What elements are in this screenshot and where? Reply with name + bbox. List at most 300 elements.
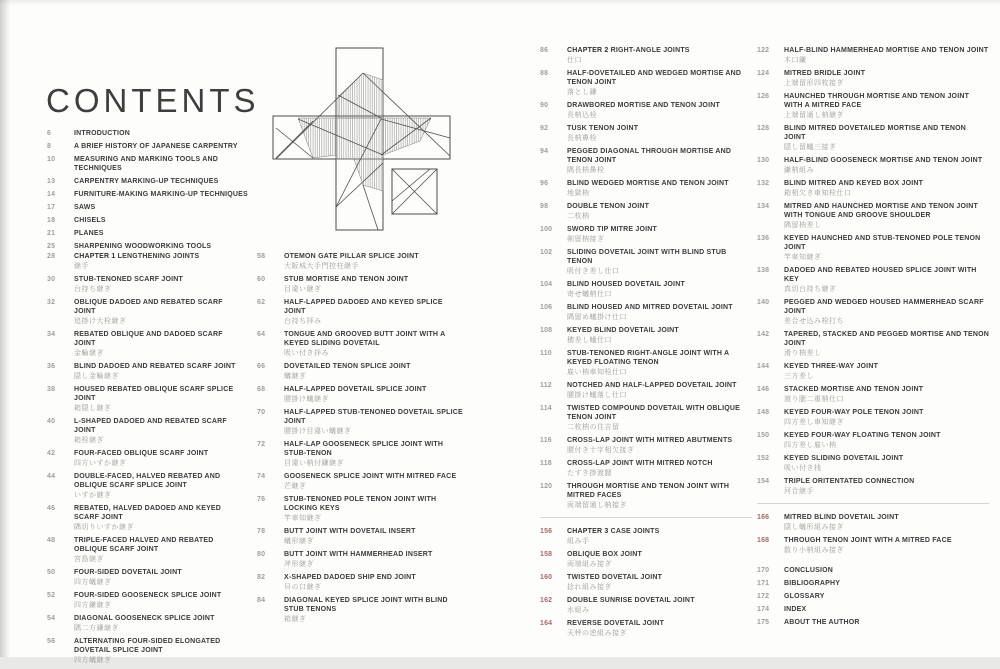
- toc-entry: [540, 381, 752, 400]
- toc-entry-japanese: 四方差し雇い枘: [784, 441, 837, 449]
- toc-entry: [257, 527, 463, 546]
- toc-entry-title: DIAGONAL GOOSENECK SPLICE JOINT: [74, 615, 215, 622]
- toc-entry-japanese: 雇い枘車知栓仕口: [567, 368, 627, 376]
- toc-entry-title: OBLIQUE BOX JOINT: [567, 551, 642, 558]
- toc-page-number: 118: [540, 460, 552, 467]
- toc-entry: [540, 69, 752, 97]
- toc-entry-title: NOTCHED AND HALF-LAPPED DOVETAIL JOINT: [567, 382, 737, 389]
- toc-entry-title: TRIPLE ORITENTATED CONNECTION: [784, 478, 915, 485]
- toc-entry-title: DOVETAILED TENON SPLICE JOINT: [284, 363, 411, 370]
- chapter-label: CHAPTER 2: [567, 47, 611, 54]
- toc-page-number: 66: [257, 363, 266, 370]
- toc-entry-japanese: 腰付き十字相欠接ぎ: [567, 446, 635, 454]
- toc-entry-japanese: たすき掛渡腮: [567, 469, 612, 477]
- toc-page-number: 160: [540, 574, 553, 581]
- toc-entry-body: [784, 124, 989, 152]
- toc-entry-title: DIAGONAL KEYED SPLICE JOINT WITH BLIND STUB TENONS: [284, 597, 448, 613]
- toc-entry: [47, 568, 243, 587]
- toc-entry: [540, 179, 752, 198]
- toc-entry-body: [74, 449, 243, 468]
- toc-entry: [47, 155, 257, 173]
- toc-entry-body: [784, 330, 989, 358]
- toc-page-number: 94: [540, 148, 549, 155]
- toc-entry: [757, 202, 989, 230]
- toc-entry: [257, 472, 463, 491]
- page-title: CONTENTS: [46, 82, 260, 119]
- toc-entry: [540, 404, 752, 432]
- toc-entry: [757, 385, 989, 404]
- toc-column-3: [540, 46, 752, 642]
- toc-entry: [257, 596, 463, 624]
- toc-entry-japanese: 二枚枘: [567, 212, 590, 220]
- toc-entry: [757, 330, 989, 358]
- toc-entry-body: [784, 618, 989, 627]
- toc-page-number: 112: [540, 382, 552, 389]
- toc-entry: [47, 536, 243, 564]
- toc-entry: [257, 550, 463, 569]
- toc-entry: [257, 573, 463, 592]
- toc-entry-body: [784, 179, 989, 198]
- toc-entry-japanese: 吸い付き拝み: [284, 349, 329, 357]
- toc-entry-body: [784, 513, 989, 532]
- toc-entry-japanese: 組み手: [567, 537, 590, 545]
- toc-entry-body: [284, 298, 463, 326]
- toc-entry-title: CHAPTER 1 LENGTHENING JOINTS: [74, 253, 200, 260]
- toc-entry-title: STACKED MORTISE AND TENON JOINT: [784, 386, 924, 393]
- toc-entry-body: [284, 495, 463, 523]
- toc-page-number: 166: [757, 514, 770, 521]
- toc-page-number: 110: [540, 350, 552, 357]
- toc-page-number: 172: [757, 593, 770, 600]
- toc-entry-japanese: 継手: [74, 262, 89, 270]
- toc-entry-body: [74, 472, 243, 500]
- toc-entry-title: OBLIQUE DADOED AND REBATED SCARF JOINT: [74, 299, 223, 315]
- toc-page-number: 60: [257, 276, 266, 283]
- toc-entry-title: BLIND MITRED AND KEYED BOX JOINT: [784, 180, 924, 187]
- toc-entry-body: [74, 614, 243, 633]
- toc-entry-title: A BRIEF HISTORY OF JAPANESE CARPENTRY: [74, 143, 238, 150]
- toc-entry-japanese: 蟻継ぎ: [284, 372, 307, 380]
- toc-entry-body: [567, 459, 752, 478]
- toc-entry: [540, 550, 752, 569]
- toc-entry-title: KEYED FOUR-WAY POLE TENON JOINT: [784, 409, 924, 416]
- toc-page-number: 46: [47, 505, 56, 512]
- toc-entry: [47, 637, 243, 665]
- toc-entry-japanese: 寄せ蟻枘仕口: [567, 290, 612, 298]
- toc-entry-japanese: 上端留形四枚接ぎ: [784, 79, 844, 87]
- toc-entry-title: BUTT JOINT WITH HAMMERHEAD INSERT: [284, 551, 433, 558]
- toc-entry-japanese: 真切台持ち継ぎ: [784, 285, 837, 293]
- toc-entry-japanese: 捻れ組み接ぎ: [567, 583, 612, 591]
- toc-entry-title: BLIND DADOED AND REBATED SCARF JOINT: [74, 363, 236, 370]
- toc-entry-body: [784, 234, 989, 262]
- toc-entry: [757, 46, 989, 65]
- toc-page-number: 6: [47, 130, 52, 137]
- toc-entry-japanese: 斧形継ぎ: [284, 560, 314, 568]
- toc-entry-body: [784, 605, 989, 614]
- toc-entry-body: [567, 596, 752, 615]
- toc-page-number: 13: [47, 178, 56, 185]
- toc-entry-body: [784, 431, 989, 450]
- toc-entry-japanese: いすか継ぎ: [74, 491, 112, 499]
- toc-entry: [47, 252, 243, 271]
- toc-entry-japanese: 二枚枘の住吉留: [567, 423, 620, 431]
- toc-entry: [757, 266, 989, 294]
- toc-entry: [540, 527, 752, 546]
- toc-entry-title: DOUBLE TENON JOINT: [567, 203, 650, 210]
- toc-page-number: 25: [47, 243, 56, 250]
- toc-entry-japanese: 散り小枘組み接ぎ: [784, 546, 844, 554]
- toc-entry-body: [567, 349, 752, 377]
- toc-entry-body: [284, 596, 463, 624]
- toc-entry: [757, 408, 989, 427]
- toc-entry-title: HALF-LAPPED DOVETAIL SPLICE JOINT: [284, 386, 427, 393]
- toc-page-number: 84: [257, 597, 266, 604]
- toc-entry-japanese: 長枘込栓: [567, 111, 597, 119]
- toc-entry: [540, 459, 752, 478]
- toc-page-number: 86: [540, 47, 549, 54]
- toc-page-number: 50: [47, 569, 56, 576]
- toc-entry: [47, 385, 243, 413]
- toc-entry-japanese: 腰掛け蟻継ぎ: [284, 395, 329, 403]
- toc-entry: [257, 275, 463, 294]
- toc-page-number: 30: [47, 276, 56, 283]
- toc-page-number: 132: [757, 180, 770, 187]
- toc-entry-body: [567, 248, 752, 276]
- section-divider: [757, 503, 989, 504]
- toc-entry: [757, 513, 989, 532]
- toc-entry-japanese: 差合せ込み栓打ち: [784, 317, 844, 325]
- toc-entry-title: TUSK TENON JOINT: [567, 125, 639, 132]
- toc-entry-title: SLIDING DOVETAIL JOINT WITH BLIND STUB TENON: [567, 249, 727, 265]
- toc-entry: [257, 385, 463, 404]
- toc-entry: [540, 596, 752, 615]
- spacer: [757, 559, 989, 566]
- toc-entry-body: [567, 179, 752, 198]
- toc-entry-body: [784, 92, 989, 120]
- toc-page-number: 174: [757, 606, 770, 613]
- toc-page-number: 138: [757, 267, 770, 274]
- toc-entry-body: [567, 101, 752, 120]
- toc-page-number: 62: [257, 299, 266, 306]
- toc-entry-title: TRIPLE-FACED HALVED AND REBATED OBLIQUE SCARF JOINT: [74, 537, 214, 553]
- section-divider: [540, 517, 752, 518]
- toc-entry-title: BLIND HOUSED AND MITRED DOVETAIL JOINT: [567, 304, 733, 311]
- toc-entry: [540, 303, 752, 322]
- toc-entry-title: KEYED BLIND DOVETAIL JOINT: [567, 327, 679, 334]
- toc-entry-title: CROSS-LAP JOINT WITH MITRED ABUTMENTS: [567, 437, 733, 444]
- toc-entry-body: [74, 591, 243, 610]
- toc-entry: [257, 252, 463, 271]
- toc-entry: [757, 536, 989, 555]
- toc-entry-japanese: 四方蟻継ぎ: [74, 656, 112, 664]
- toc-page-number: 114: [540, 405, 552, 412]
- toc-entry-body: [74, 637, 243, 665]
- toc-entry-japanese: 仕口: [567, 56, 582, 64]
- toc-entry: [47, 229, 257, 238]
- toc-entry-japanese: 目違い継ぎ: [284, 285, 322, 293]
- toc-entry-title: TONGUE AND GROOVED BUTT JOINT WITH A KEYED SLIDING DOVETAIL: [284, 331, 446, 347]
- toc-entry-japanese: 隅長枘鼻栓: [567, 166, 605, 174]
- toc-entry: [47, 449, 243, 468]
- toc-entry: [47, 129, 257, 138]
- toc-entry-title: BUTT JOINT WITH DOVETAIL INSERT: [284, 528, 416, 535]
- toc-page-number: 21: [47, 230, 56, 237]
- toc-entry-japanese: 箱継ぎ: [284, 615, 307, 623]
- toc-entry: [757, 605, 989, 614]
- toc-entry-title: PEGGED AND WEDGED HOUSED HAMMERHEAD SCARF JOINT: [784, 299, 984, 315]
- toc-entry-title: SWORD TIP MITRE JOINT: [567, 226, 658, 233]
- toc-page-number: 74: [257, 473, 266, 480]
- toc-page-number: 140: [757, 299, 770, 306]
- toc-entry: [757, 298, 989, 326]
- toc-entry: [540, 248, 752, 276]
- toc-page-number: 142: [757, 331, 770, 338]
- toc-entry: [540, 147, 752, 175]
- toc-entry-japanese: 隠し金輪継ぎ: [74, 372, 119, 380]
- toc-entry-japanese: 隅留め蟻掛け仕口: [567, 313, 627, 321]
- toc-entry-japanese: 四方差し車知継ぎ: [784, 418, 844, 426]
- toc-entry: [540, 619, 752, 638]
- toc-page-number: 14: [47, 191, 56, 198]
- toc-entry-title: OTEMON GATE PILLAR SPLICE JOINT: [284, 253, 419, 260]
- toc-page-number: 98: [540, 203, 549, 210]
- toc-entry-body: [567, 147, 752, 175]
- toc-entry-japanese: 上端留通し枘継ぎ: [784, 111, 844, 119]
- toc-entry: [47, 472, 243, 500]
- toc-entry-title: MITRED BLIND DOVETAIL JOINT: [784, 514, 899, 521]
- toc-page-number: 108: [540, 327, 553, 334]
- intro-section-list: [47, 129, 257, 255]
- toc-entry-body: [74, 298, 243, 326]
- toc-entry-japanese: 四方蟻継ぎ: [74, 578, 112, 586]
- toc-entry-title: DOUBLE-FACED, HALVED REBATED AND OBLIQUE SCARF SPLICE JOINT: [74, 473, 221, 489]
- toc-page-number: 130: [757, 157, 770, 164]
- toc-page-number: 10: [47, 156, 56, 163]
- toc-entry-body: [567, 46, 752, 65]
- toc-entry-japanese: 剣留枘接ぎ: [567, 235, 605, 243]
- toc-entry: [257, 330, 463, 358]
- toc-entry-body: [784, 592, 989, 601]
- toc-entry-body: [74, 177, 257, 186]
- toc-entry-title: CONCLUSION: [784, 567, 834, 574]
- toc-entry-body: [284, 275, 463, 294]
- toc-entry: [757, 362, 989, 381]
- toc-page-number: 54: [47, 615, 56, 622]
- toc-entry-title: HALF-LAPPED DADOED AND KEYED SPLICE JOINT: [284, 299, 443, 315]
- toc-entry-japanese: 四方いすか継ぎ: [74, 459, 127, 467]
- toc-entry: [47, 417, 243, 445]
- toc-entry-japanese: 宮島継ぎ: [74, 555, 104, 563]
- toc-entry-title: DOUBLE SUNRISE DOVETAIL JOINT: [567, 597, 695, 604]
- toc-entry-title: BLIND HOUSED DOVETAIL JOINT: [567, 281, 685, 288]
- toc-page-number: 90: [540, 102, 549, 109]
- toc-entry: [757, 156, 989, 175]
- toc-page-number: 92: [540, 125, 549, 132]
- toc-page-number: 72: [257, 441, 266, 448]
- toc-entry-japanese: 腰掛け目違い蟻継ぎ: [284, 427, 352, 435]
- toc-entry-japanese: 渡り腮二重枘仕口: [784, 395, 844, 403]
- toc-entry-body: [567, 225, 752, 244]
- toc-entry-body: [567, 527, 752, 546]
- toc-page-number: 52: [47, 592, 56, 599]
- toc-page-number: 28: [47, 253, 56, 260]
- toc-entry-body: [74, 536, 243, 564]
- toc-entry-body: [74, 155, 257, 173]
- toc-entry-title: FOUR-SIDED GOOSENECK SPLICE JOINT: [74, 592, 222, 599]
- toc-page-number: 48: [47, 537, 56, 544]
- toc-entry: [257, 495, 463, 523]
- toc-entry-title: HALF-BLIND HAMMERHEAD MORTISE AND TENON JOINT: [784, 47, 989, 54]
- toc-entry: [47, 362, 243, 381]
- toc-entry: [47, 298, 243, 326]
- toc-entry: [540, 349, 752, 377]
- toc-entry-japanese: 地獄枘: [567, 189, 590, 197]
- toc-column-1: [47, 252, 243, 669]
- toc-entry-body: [284, 472, 463, 491]
- toc-page-number: 171: [757, 580, 770, 587]
- toc-entry: [47, 330, 243, 358]
- toc-entry: [257, 298, 463, 326]
- toc-entry-japanese: 木口鎌: [784, 56, 807, 64]
- toc-page-number: 40: [47, 418, 56, 425]
- toc-entry-body: [567, 381, 752, 400]
- toc-entry-japanese: 落とし鎌: [567, 88, 597, 96]
- toc-entry-body: [567, 124, 752, 143]
- toc-entry-title: DRAWBORED MORTISE AND TENON JOINT: [567, 102, 720, 109]
- toc-page-number: 134: [757, 203, 770, 210]
- toc-page-number: 58: [257, 253, 266, 260]
- toc-page-number: 34: [47, 331, 56, 338]
- toc-entry-body: [784, 202, 989, 230]
- toc-column-2: [257, 252, 463, 628]
- toc-entry-title: TWISTED DOVETAIL JOINT: [567, 574, 663, 581]
- toc-entry-title: MEASURING AND MARKING TOOLS AND TECHNIQUES: [74, 156, 218, 172]
- toc-entry: [47, 504, 243, 532]
- toc-entry-body: [74, 142, 257, 151]
- toc-entry: [540, 202, 752, 221]
- toc-entry: [757, 477, 989, 496]
- toc-entry-japanese: 四方鎌継ぎ: [74, 601, 112, 609]
- toc-entry-japanese: 追掛け大栓継ぎ: [74, 317, 127, 325]
- toc-page-number: 148: [757, 409, 770, 416]
- toc-entry-japanese: 台持ち継ぎ: [74, 285, 112, 293]
- chapter-label: CHAPTER 3: [567, 528, 611, 535]
- toc-entry: [540, 46, 752, 65]
- toc-entry-body: [784, 266, 989, 294]
- toc-entry: [540, 326, 752, 345]
- toc-entry-japanese: 河合継手: [784, 487, 814, 495]
- toc-entry-japanese: 鎌枘組み: [784, 166, 814, 174]
- toc-page-number: 144: [757, 363, 770, 370]
- toc-entry-japanese: 箱隠し継ぎ: [74, 404, 112, 412]
- toc-entry-body: [784, 46, 989, 65]
- toc-entry-body: [784, 454, 989, 473]
- toc-entry-japanese: 隅留枘差し: [784, 221, 822, 229]
- toc-page-number: 146: [757, 386, 770, 393]
- toc-entry-body: [284, 408, 463, 436]
- toc-entry-body: [74, 275, 243, 294]
- toc-page-number: 64: [257, 331, 266, 338]
- toc-entry-body: [284, 573, 463, 592]
- toc-entry-title: FOUR-FACED OBLIQUE SCARF JOINT: [74, 450, 209, 457]
- toc-entry-body: [567, 303, 752, 322]
- toc-entry-body: [74, 385, 243, 413]
- toc-entry-title: SAWS: [74, 204, 96, 211]
- toc-entry-japanese: 貝の口継ぎ: [284, 583, 322, 591]
- toc-entry: [540, 124, 752, 143]
- toc-entry-japanese: 箱栓継ぎ: [74, 436, 104, 444]
- toc-entry-body: [784, 69, 989, 88]
- toc-entry-body: [284, 330, 463, 358]
- toc-entry-japanese: 隠し留蟻三接ぎ: [784, 143, 837, 151]
- toc-page-number: 102: [540, 249, 553, 256]
- toc-entry-body: [74, 362, 243, 381]
- toc-entry: [757, 454, 989, 473]
- toc-page-number: 44: [47, 473, 56, 480]
- toc-entry: [47, 242, 257, 251]
- toc-entry-title: HALF-LAP GOOSENECK SPLICE JOINT WITH STUB-TENON: [284, 441, 444, 457]
- toc-entry-japanese: 隠し蟻形組み接ぎ: [784, 523, 844, 531]
- toc-entry-japanese: 吸い付き桟: [784, 464, 822, 472]
- toc-entry-japanese: 隅切りいすか継ぎ: [74, 523, 134, 531]
- toc-entry-japanese: 両端留通し枘接ぎ: [567, 501, 627, 509]
- toc-entry-body: [567, 326, 752, 345]
- toc-page-number: 100: [540, 226, 553, 233]
- toc-page-number: 120: [540, 483, 553, 490]
- toc-page-number: 168: [757, 537, 770, 544]
- toc-entry-body: [284, 252, 463, 271]
- toc-entry-body: [567, 202, 752, 221]
- toc-page-number: 124: [757, 70, 770, 77]
- toc-page-number: 170: [757, 567, 770, 574]
- toc-page-number: 68: [257, 386, 266, 393]
- toc-entry-body: [567, 404, 752, 432]
- toc-entry: [757, 69, 989, 88]
- toc-page-number: 175: [757, 619, 770, 626]
- toc-entry: [540, 101, 752, 120]
- joinery-cross-illustration: [268, 33, 483, 248]
- toc-entry-title: STUB-TENONED POLE TENON JOINT WITH LOCKING KEYS: [284, 496, 437, 512]
- toc-entry: [47, 591, 243, 610]
- toc-entry-body: [784, 536, 989, 555]
- toc-entry-title: PLANES: [74, 230, 104, 237]
- toc-entry-japanese: 三方差し: [784, 372, 814, 380]
- toc-entry-body: [784, 566, 989, 575]
- toc-entry-japanese: 両端組み接ぎ: [567, 560, 612, 568]
- toc-entry: [540, 482, 752, 510]
- toc-page-number: 36: [47, 363, 56, 370]
- toc-page-number: 156: [540, 528, 553, 535]
- toc-entry-title: THROUGH MORTISE AND TENON JOINT WITH MITRED FACES: [567, 483, 730, 499]
- toc-entry-body: [74, 417, 243, 445]
- toc-entry: [757, 618, 989, 627]
- toc-entry-body: [74, 568, 243, 587]
- page-top-shadow: [0, 0, 1000, 6]
- toc-column-4: [757, 46, 989, 631]
- toc-entry-japanese: 目違い枘付鎌継ぎ: [284, 459, 344, 467]
- toc-entry-japanese: 竿車知継ぎ: [784, 253, 822, 261]
- toc-entry-title: KEYED THREE-WAY JOINT: [784, 363, 879, 370]
- toc-page-number: 162: [540, 597, 553, 604]
- toc-page-number: 154: [757, 478, 770, 485]
- toc-entry: [540, 225, 752, 244]
- toc-entry-body: [74, 203, 257, 212]
- toc-entry-japanese: 竿車知継ぎ: [284, 514, 322, 522]
- toc-entry-title: CHISELS: [74, 217, 106, 224]
- toc-page-number: 150: [757, 432, 770, 439]
- toc-entry-title: L-SHAPED DADOED AND REBATED SCARF JOINT: [74, 418, 227, 434]
